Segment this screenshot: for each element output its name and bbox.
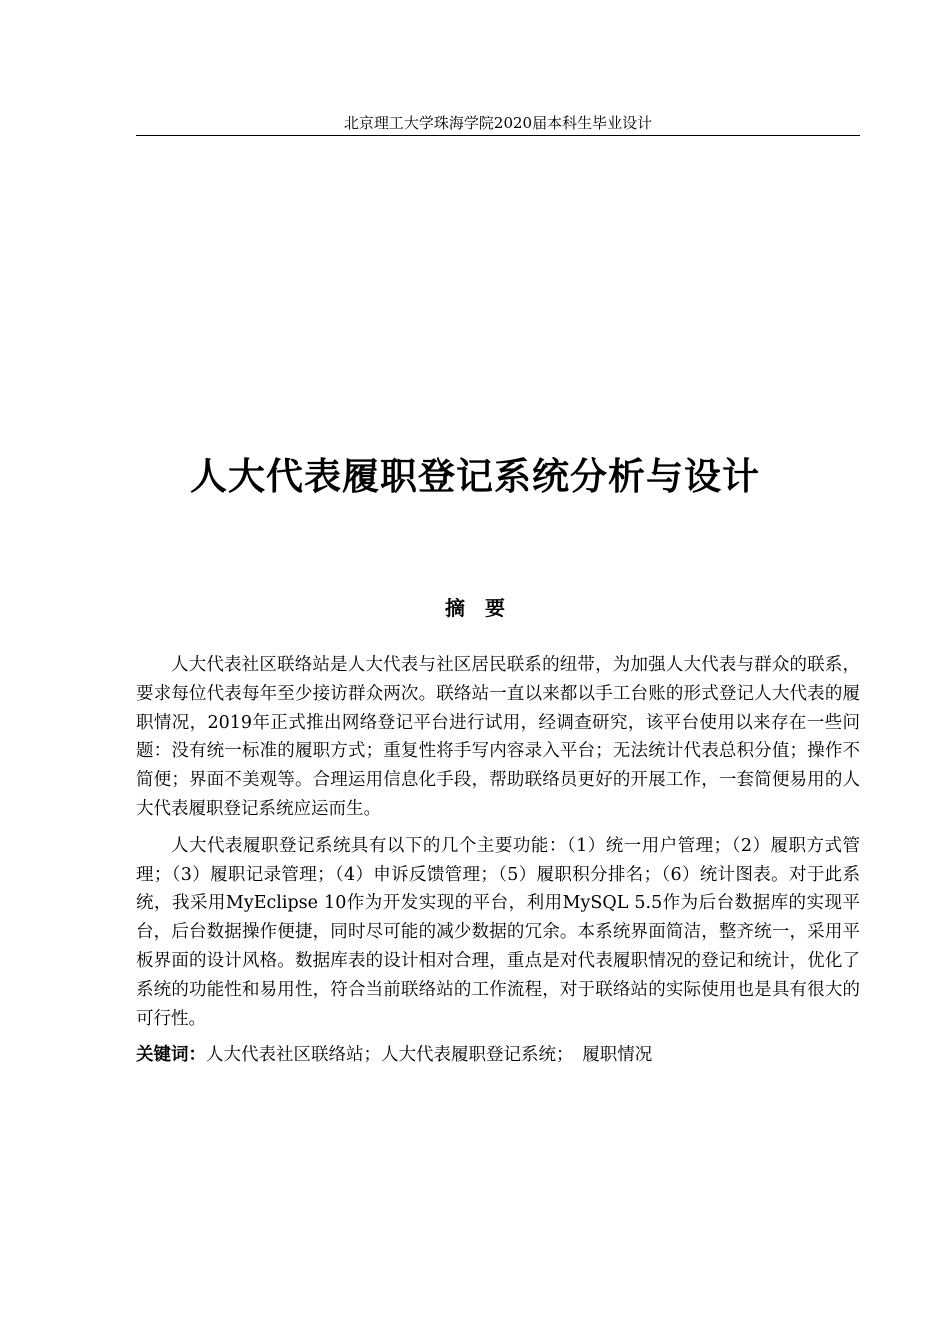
- keywords-label: 关键词：: [136, 1045, 206, 1066]
- keywords-line: [136, 1041, 860, 1070]
- abstract-body: [136, 651, 860, 1070]
- abstract-heading: 摘 要: [445, 596, 505, 620]
- running-title: 北京理工大学珠海学院2020届本科生毕业设计: [343, 114, 653, 132]
- page-header: [136, 113, 860, 136]
- abstract-paragraph-1: 人大代表社区联络站是人大代表与社区居民联系的纽带，为加强人大代表与群众的联系，要求每位代表每年至少接访群众两次。联络站一直以来都以手工台账的形式登记人大代表的履职情况，2019年正式推出网络登记平台进行试用，经调查研究，该平台使用以来存在一些问题：没有统一标准的履职方式；重复性将手写内容录入平台；无法统计代表总积分值；操作不简便；界面不美观等。合理运用信息化手段，帮助联络员更好的开展工作，一套简便易用的人大代表履职登记系统应运而生。: [136, 655, 860, 819]
- keywords-text: 人大代表社区联络站；人大代表履职登记系统； 履职情况: [206, 1045, 653, 1066]
- document-title: 人大代表履职登记系统分析与设计: [190, 454, 760, 498]
- abstract-paragraph-2: 人大代表履职登记系统具有以下的几个主要功能：（1）统一用户管理；（2）履职方式管理；（3）履职记录管理；（4）申诉反馈管理；（5）履职积分排名；（6）统计图表。对于此系统，我采用MyEclipse 10作为开发实现的平台，利用MySQL 5.5作为后台数据库的实现平台，后台数据操作便捷，同时尽可能的减少数据的冗余。本系统界面简洁，整齐统一，采用平板界面的设计风格。数据库表的设计相对合理，重点是对代表履职情况的登记和统计，优化了系统的功能性和易用性，符合当前联络站的工作流程，对于联络站的实际使用也是具有很大的可行性。: [136, 835, 860, 1029]
